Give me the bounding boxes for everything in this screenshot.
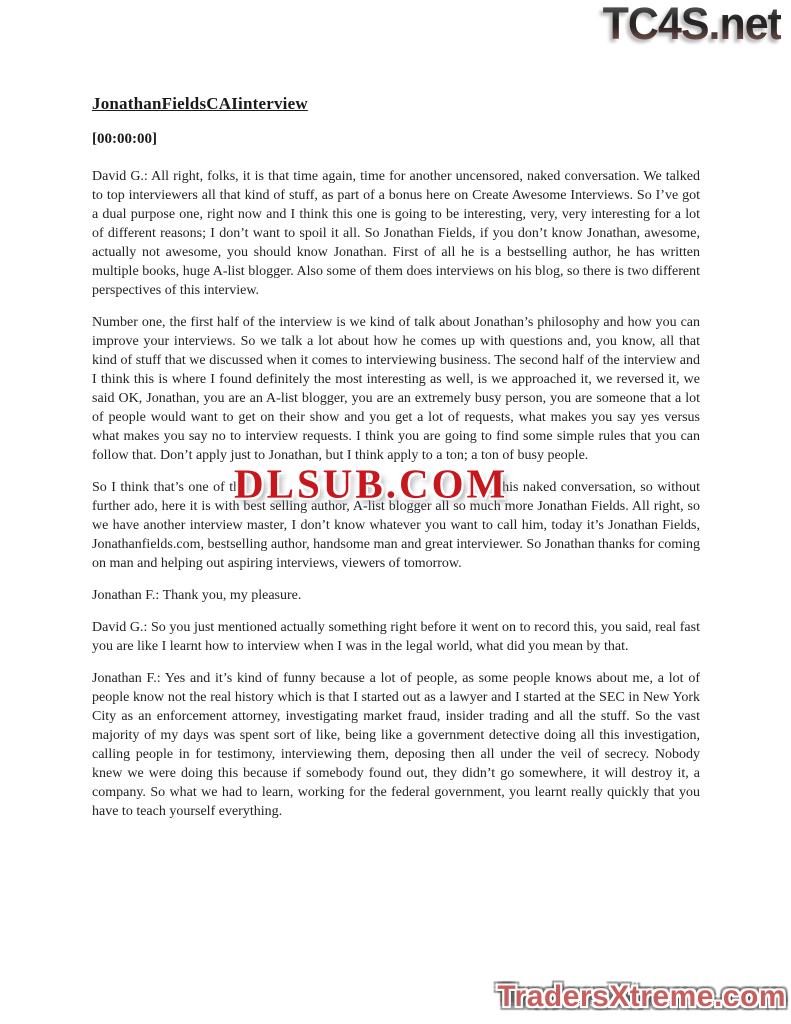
transcript-text-before-watermark: So I think that’s one of th [92, 480, 241, 495]
tradersxtreme-watermark: TradersXtreme.com [497, 980, 786, 1013]
dlsub-watermark: DLSUB.COM [234, 460, 509, 507]
transcript-paragraph: Jonathan F.: Thank you, my pleasure. [92, 588, 302, 603]
tc4s-logo-watermark: TC4S.net [602, 0, 781, 50]
transcript-paragraph: David G.: All right, folks, it is that time again, time for another uncensored, naked conversation. We talked to top interviewers all that kind of stuff, as part of a bonus here on Create Awesome Interviews. So I’ve got a dual purpose one, right now and I think this one is going to be interesting, very, very interesting for a lot of different reasons; I don’t want to spoil it all. So Jonathan Fields, if you don’t know Jonathan, awesome, actually not awesome, you should know Jonathan. First of all he is a bestselling author, he has written multiple books, huge A-list blogger. Also some of them does interviews on his blog, so there is two different perspectives of this interview. [92, 169, 700, 298]
watermark-occluded-gap [234, 460, 509, 507]
transcript-paragraph-with-watermark [92, 460, 700, 573]
transcript-text-after-watermark: his naked conversation, so without further ado, here it is with best selling author, A-list blogger all so much more Jonathan Fields. All right, so we have another interview master, I don’t know whatever you want to call him, today it’s Jonathan Fields, Jonathanfields.com, bestselling author, handsome man and great interviewer. So Jonathan thanks for coming on man and helping out aspiring interviews, viewers of tomorrow. [92, 480, 700, 571]
transcript-paragraph: Number one, the first half of the interview is we kind of talk about Jonathan’s philosophy and how you can improve your interviews. So we talk a lot about how he comes up with questions and, you know, all that kind of stuff that we discussed when it comes to interviewing business. The second half of the interview and I think this is where I found definitely the most interesting as well, is we approached it, we reversed it, we said OK, Jonathan, you are an A-list blogger, you are an extremely busy person, you are someone that a lot of people would want to get on their show and you get a lot of requests, what makes you say yes versus what makes you say no to interview requests. I think you are going to find some simple rules that you can follow that. Don’t apply just to Jonathan, but I think apply to a ton; a ton of busy people. [92, 315, 700, 463]
timecode-label: [00:00:00] [92, 131, 157, 147]
transcript-paragraph: David G.: So you just mentioned actually something right before it went on to record this, you said, real fast you are like I learnt how to interview when I was in the legal world, what did you mean by that. [92, 620, 700, 654]
transcript-paragraph: Jonathan F.: Yes and it’s kind of funny because a lot of people, as some people knows about me, a lot of people know not the real history which is that I started out as a lawyer and I started at the SEC in New York City as an enforcement attorney, investigating market fraud, insider trading and all the stuff. So the vast majority of my days was spent sort of like, being like a government detective doing all this investigation, calling people in for testimony, interviewing them, deposing then all under the veil of secrecy. Nobody knew we were doing this because if somebody found out, they didn’t go somewhere, it will destroy it, a company. So what we had to learn, working for the federal government, you learnt really quickly that you have to teach yourself everything. [92, 671, 700, 819]
document-title: JonathanFieldsCAIinterview [92, 94, 308, 113]
transcript-body [92, 167, 700, 834]
